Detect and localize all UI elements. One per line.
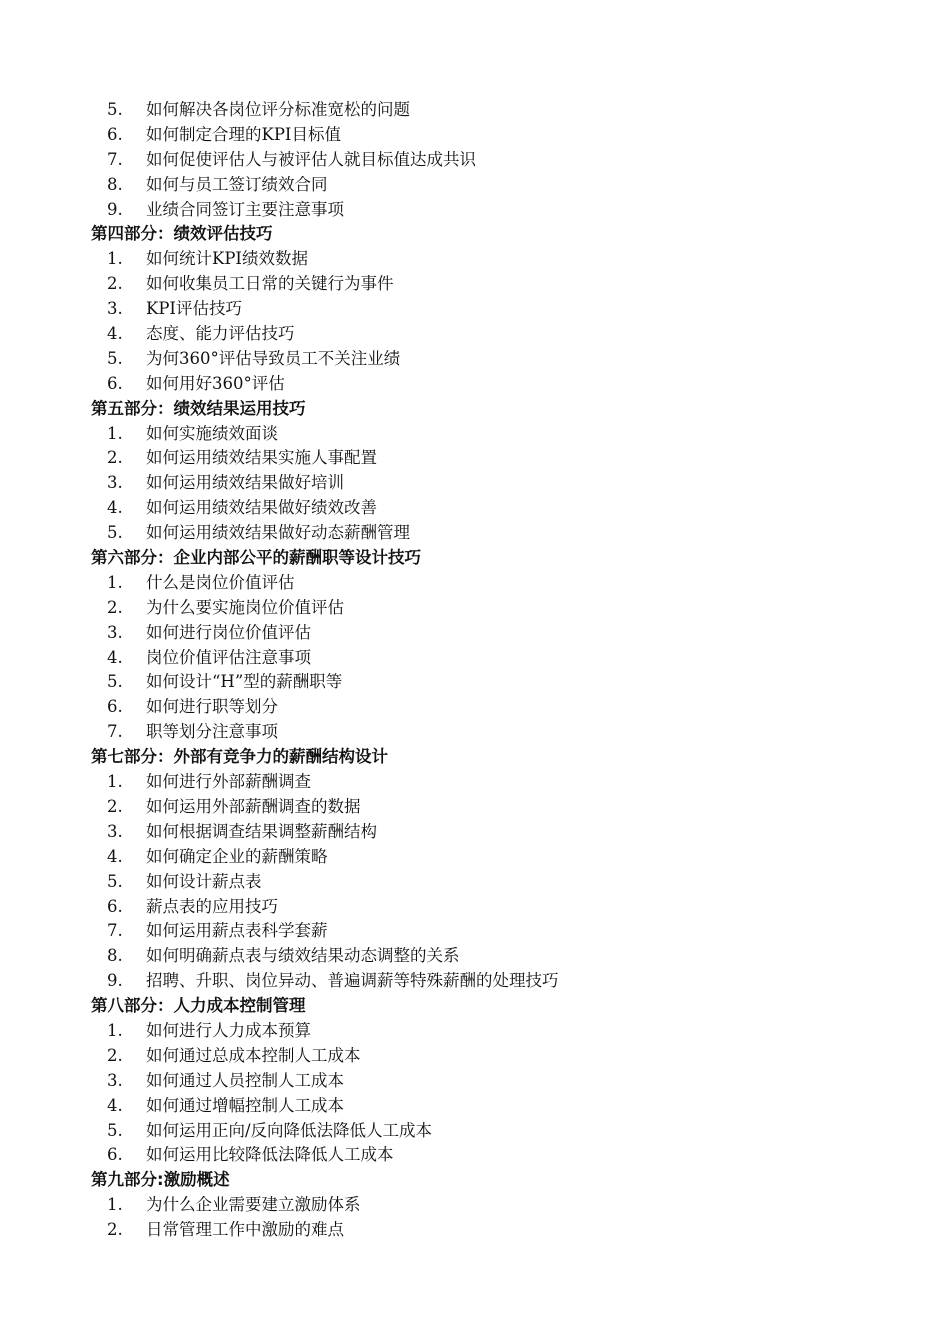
list-item-number: 1. [107, 1020, 123, 1040]
section-heading: 第六部分：企业内部公平的薪酬职等设计技巧 [91, 548, 421, 568]
list-item-number: 4. [107, 324, 123, 344]
list-item [0, 969, 950, 994]
list-item [0, 1218, 950, 1243]
list-item-number: 5. [107, 1120, 123, 1140]
list-item-text: 如何进行人力成本预算 [146, 1020, 311, 1040]
list-item [0, 446, 950, 471]
list-item-number: 7. [107, 921, 123, 941]
list-item-text: 如何明确薪点表与绩效结果动态调整的关系 [146, 946, 460, 966]
list-item-text: 薪点表的应用技巧 [146, 896, 278, 916]
list-item [0, 820, 950, 845]
list-item-number: 2. [107, 796, 123, 816]
list-item-text: 为什么要实施岗位价值评估 [146, 597, 344, 617]
list-item-text: 如何运用绩效结果做好动态薪酬管理 [146, 523, 410, 543]
list-item-text: 如何统计KPI绩效数据 [146, 249, 308, 269]
list-item-number: 1. [107, 772, 123, 792]
list-item [0, 944, 950, 969]
list-item-number: 3. [107, 1070, 123, 1090]
list-item [0, 496, 950, 521]
list-item [0, 98, 950, 123]
list-item-number: 3. [107, 473, 123, 493]
list-item-text: 如何解决各岗位评分标准宽松的问题 [146, 100, 410, 119]
list-item-number: 1. [107, 249, 123, 269]
list-item-text: 如何通过增幅控制人工成本 [146, 1095, 344, 1115]
list-item-text: 如何实施绩效面谈 [146, 423, 278, 443]
list-item-number: 7. [107, 722, 123, 742]
list-item [0, 695, 950, 720]
list-item-text: 职等划分注意事项 [146, 722, 278, 742]
list-item-number: 2. [107, 1220, 123, 1240]
section-heading: 第四部分：绩效评估技巧 [91, 224, 273, 244]
document-body [0, 98, 950, 1243]
list-item-number: 3. [107, 821, 123, 841]
list-item-text: 如何运用外部薪酬调查的数据 [146, 796, 361, 816]
list-item [0, 770, 950, 795]
list-item-number: 8. [107, 946, 123, 966]
list-item-text: 如何收集员工日常的关键行为事件 [146, 274, 394, 294]
list-item-number: 2. [107, 448, 123, 468]
list-item [0, 621, 950, 646]
list-item-number: 4. [107, 1095, 123, 1115]
list-item [0, 1094, 950, 1119]
list-item [0, 870, 950, 895]
list-item-number: 5. [107, 100, 123, 119]
list-item-text: 日常管理工作中激励的难点 [146, 1220, 344, 1240]
list-item-text: 业绩合同签订主要注意事项 [146, 199, 344, 219]
list-item-number: 5. [107, 348, 123, 368]
list-item-number: 4. [107, 647, 123, 667]
list-item-text: 如何确定企业的薪酬策略 [146, 846, 328, 866]
list-item-number: 5. [107, 523, 123, 543]
list-item-number: 9. [107, 971, 123, 991]
list-item [0, 1069, 950, 1094]
list-item [0, 1044, 950, 1069]
section-heading: 第七部分：外部有竞争力的薪酬结构设计 [91, 747, 388, 767]
list-item [0, 596, 950, 621]
list-item-text: 招聘、升职、岗位异动、普遍调薪等特殊薪酬的处理技巧 [146, 971, 559, 991]
list-item-text: 如何进行外部薪酬调查 [146, 772, 311, 792]
list-item-number: 6. [107, 373, 123, 393]
list-item-text: 如何用好360°评估 [146, 373, 285, 393]
list-item [0, 1143, 950, 1168]
list-item-number: 6. [107, 697, 123, 717]
list-item [0, 720, 950, 745]
list-item [0, 521, 950, 546]
list-item [0, 571, 950, 596]
list-item-number: 6. [107, 1145, 123, 1165]
list-item-text: 什么是岗位价值评估 [146, 572, 295, 592]
section-heading: 第五部分：绩效结果运用技巧 [91, 398, 306, 418]
list-item [0, 123, 950, 148]
list-item-text: 如何制定合理的KPI目标值 [146, 124, 341, 144]
list-item [0, 322, 950, 347]
list-item-text: 如何与员工签订绩效合同 [146, 174, 328, 194]
list-item-text: 如何运用绩效结果实施人事配置 [146, 448, 377, 468]
list-item-text: 如何通过总成本控制人工成本 [146, 1045, 361, 1065]
list-item [0, 173, 950, 198]
list-item-number: 2. [107, 1045, 123, 1065]
list-item [0, 372, 950, 397]
list-item-text: 如何运用绩效结果做好培训 [146, 473, 344, 493]
list-item-text: 如何运用比较降低法降低人工成本 [146, 1145, 394, 1165]
list-item [0, 422, 950, 447]
list-item [0, 148, 950, 173]
list-item-text: 如何运用绩效结果做好绩效改善 [146, 498, 377, 518]
list-item-text: 如何通过人员控制人工成本 [146, 1070, 344, 1090]
list-item-text: 如何促使评估人与被评估人就目标值达成共识 [146, 149, 476, 169]
list-item [0, 272, 950, 297]
list-item-number: 3. [107, 622, 123, 642]
list-item-number: 8. [107, 174, 123, 194]
list-item-text: 如何运用薪点表科学套薪 [146, 921, 328, 941]
list-item-number: 5. [107, 871, 123, 891]
section-heading: 第八部分：人力成本控制管理 [91, 996, 306, 1016]
list-item-text: 如何设计薪点表 [146, 871, 262, 891]
list-item [0, 297, 950, 322]
section-heading: 第九部分:激励概述 [91, 1170, 230, 1190]
list-item-number: 1. [107, 572, 123, 592]
list-item-number: 6. [107, 896, 123, 916]
list-item [0, 845, 950, 870]
list-item-number: 4. [107, 846, 123, 866]
list-item-number: 4. [107, 498, 123, 518]
list-item-number: 2. [107, 274, 123, 294]
list-item-text: KPI评估技巧 [146, 299, 242, 319]
list-item-text: 为什么企业需要建立激励体系 [146, 1195, 361, 1215]
list-item-number: 1. [107, 423, 123, 443]
list-item-number: 5. [107, 672, 123, 692]
list-item [0, 347, 950, 372]
list-item [0, 646, 950, 671]
list-item [0, 247, 950, 272]
list-item [0, 895, 950, 920]
list-item [0, 198, 950, 223]
list-item-number: 1. [107, 1195, 123, 1215]
list-item-number: 6. [107, 124, 123, 144]
list-item-text: 如何设计“H”型的薪酬职等 [146, 672, 343, 692]
list-item-number: 9. [107, 199, 123, 219]
list-item [0, 1119, 950, 1144]
list-item [0, 471, 950, 496]
list-item-text: 岗位价值评估注意事项 [146, 647, 311, 667]
list-item [0, 919, 950, 944]
list-item [0, 1019, 950, 1044]
list-item [0, 1193, 950, 1218]
list-item-text: 态度、能力评估技巧 [146, 324, 295, 344]
list-item-text: 为何360°评估导致员工不关注业绩 [146, 348, 401, 368]
list-item-number: 7. [107, 149, 123, 169]
list-item-text: 如何进行岗位价值评估 [146, 622, 311, 642]
list-item-text: 如何进行职等划分 [146, 697, 278, 717]
list-item [0, 670, 950, 695]
list-item-text: 如何根据调查结果调整薪酬结构 [146, 821, 377, 841]
list-item-number: 2. [107, 597, 123, 617]
list-item-number: 3. [107, 299, 123, 319]
list-item [0, 795, 950, 820]
list-item-text: 如何运用正向/反向降低法降低人工成本 [146, 1120, 433, 1140]
